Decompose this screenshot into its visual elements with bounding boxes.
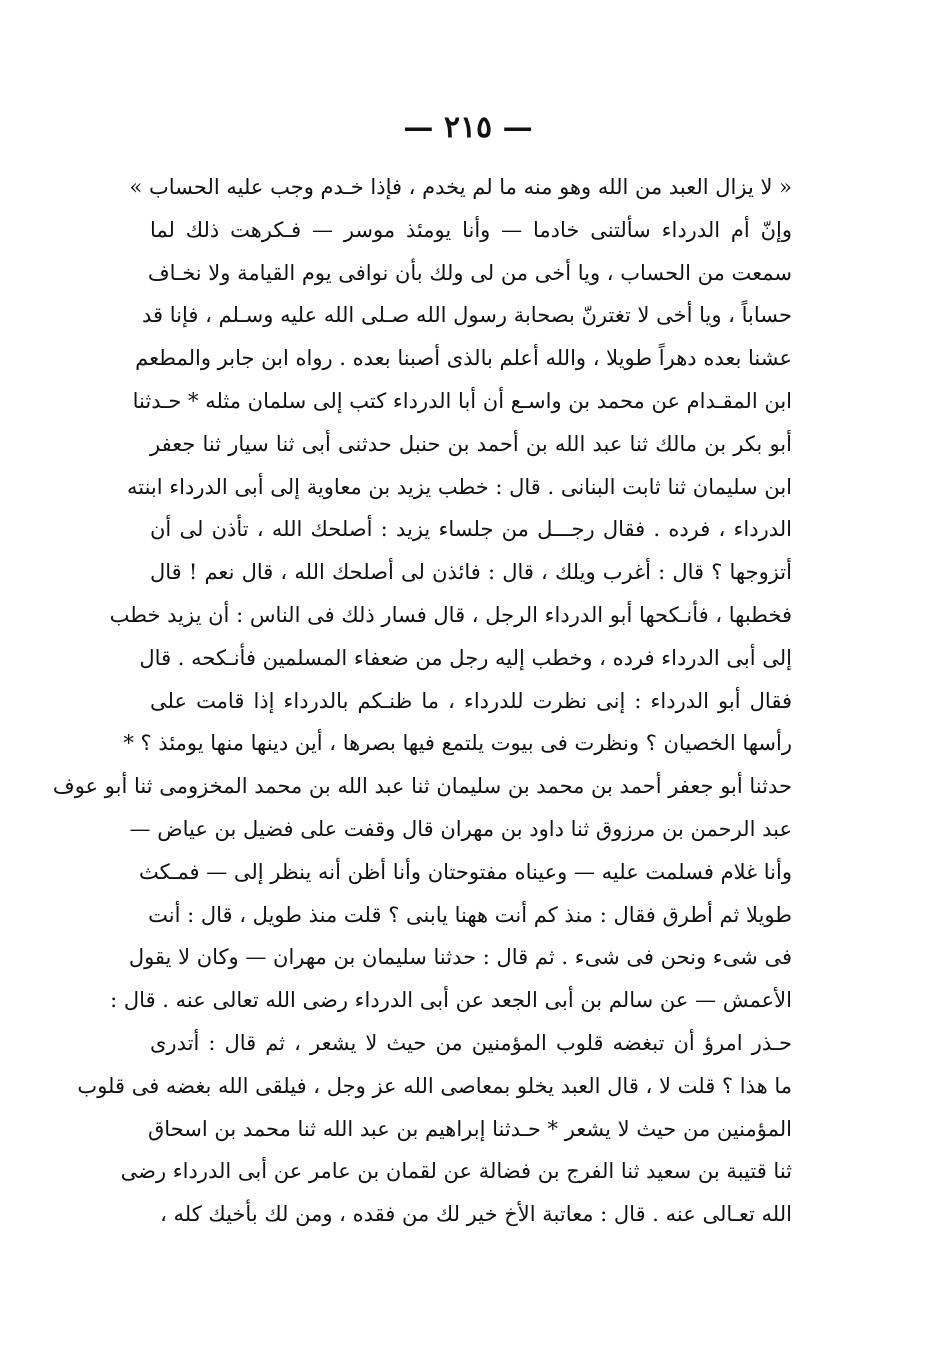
text-line: ثنا قتيبة بن سعيد ثنا الفرج بن فضالة عن لقمان بن عامر عن أبى الدرداء رضى: [120, 1159, 792, 1184]
text-line: عبد الرحمن بن مرزوق ثنا داود بن مهران قال وقفت على فضيل بن عياض —: [129, 816, 792, 841]
text-line: الله تعـالى عنه . قال : معاتبة الأخ خير لك من فقده ، ومن لك بأخيك كله ،: [160, 1202, 792, 1227]
text-line: الدرداء ، فرده . فقال رجـــل من جلساء يزيد : أصلحك الله ، تأذن لى أن: [150, 517, 792, 542]
text-line: ما هذا ؟ قلت لا ، قال العبد يخلو بمعاصى الله عز وجل ، فيلقى الله بغضه فى قلوب: [77, 1073, 792, 1098]
text-line: فخطبها ، فأنـكحها أبو الدرداء الرجل ، قال فسار ذلك فى الناس : أن يزيد خطب: [109, 602, 792, 627]
body-text: [52, 166, 792, 1236]
page-number: — ٢١٥ —: [403, 110, 533, 145]
text-line: سمعت من الحساب ، ويا أخى من لى ولك بأن نوافى يوم القيامة ولا نخـاف: [147, 260, 792, 285]
text-line: فى شىء ونحن فى شىء . ثم قال : حدثنا سليمان بن مهران — وكان لا يقول: [128, 945, 792, 970]
text-line: حساباً ، ويا أخى لا تغترنّ بصحابة رسول الله صـلى الله عليه وسـلم ، فإنا قد: [142, 303, 792, 328]
text-line: أتزوجها ؟ قال : أغرب ويلك ، قال : فائذن لى أصلحك الله ، قال نعم ! قال: [150, 560, 792, 585]
text-line: وأنا غلام فسلمت عليه — وعيناه مفتوحتان وأنا أظن أنه ينظر إلى — فمـكث: [139, 859, 792, 884]
text-line: عشنا بعده دهراً طويلا ، والله أعلم بالذى أصبنا بعده . رواه ابن جابر والمطعم: [135, 346, 792, 371]
text-line: حدثنا أبو جعفر أحمد بن محمد بن سليمان ثنا عبد الله بن محمد المخزومى ثنا أبو عوف: [52, 774, 792, 799]
text-line: حـذر امرؤ أن تبغضه قلوب المؤمنين من حيث لا يشعر ، ثم قال : أتدرى: [150, 1030, 792, 1055]
text-line: الأعمش — عن سالم بن أبى الجعد عن أبى الدرداء رضى الله تعالى عنه . قال :: [110, 988, 792, 1013]
text-line: « لا يزال العبد من الله وهو منه ما لم يخدم ، فإذا خـدم وجب عليه الحساب »: [129, 175, 792, 199]
text-line: أبو بكر بن مالك ثنا عبد الله بن أحمد بن حنبل حدثنى أبى ثنا سيار ثنا جعفر: [150, 431, 792, 456]
text-line: طويلا ثم أطرق فقال : منذ كم أنت ههنا يابنى ؟ قلت منذ طويل ، قال : أنت: [148, 902, 792, 927]
text-line: وإنّ أم الدرداء سألتنى خادما — وأنا يومئذ موسر — فـكرهت ذلك لما: [150, 217, 792, 242]
text-line: ابن المقـدام عن محمد بن واسـع أن أبا الدرداء كتب إلى سلمان مثله * حـدثنا: [132, 388, 792, 413]
text-line: إلى أبى الدرداء فرده ، وخطب إليه رجل من ضعفاء المسلمين فأنـكحه . قال: [139, 645, 792, 670]
text-line: ابن سليمان ثنا ثابت البنانى . قال : خطب يزيد بن معاوية إلى أبى الدرداء ابنته: [127, 474, 792, 499]
text-line: المؤمنين من حيث لا يشعر * حـدثنا إبراهيم بن عبد الله ثنا محمد بن اسحاق: [148, 1116, 792, 1141]
text-line: رأسها الخصيان ؟ ونظرت فى بيوت يلتمع فيها بصرها ، أين دينها منها يومئذ ؟ *: [123, 731, 792, 756]
text-line: فقال أبو الدرداء : إنى نظرت للدرداء ، ما ظنـكم بالدرداء إذا قامت على: [150, 688, 792, 713]
